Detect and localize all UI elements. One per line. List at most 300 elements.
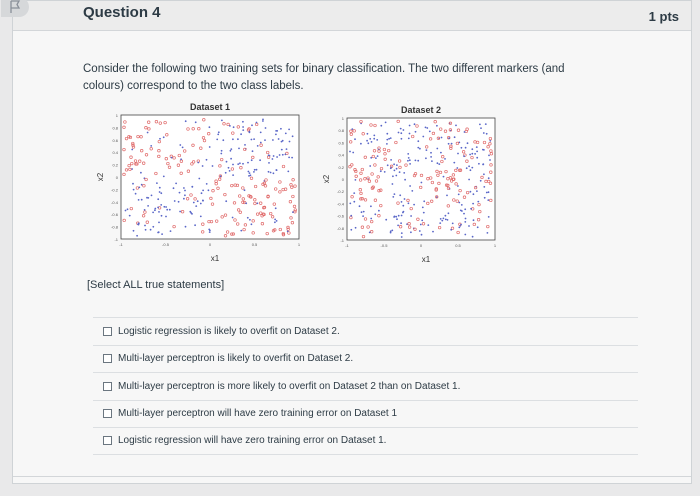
data-point xyxy=(378,210,380,212)
flag-icon xyxy=(9,0,21,14)
y-tick-label: 0.8 xyxy=(338,128,344,134)
data-point xyxy=(138,199,140,201)
data-point xyxy=(141,199,143,201)
data-point xyxy=(232,174,234,176)
data-point xyxy=(401,232,403,234)
data-point xyxy=(159,187,161,189)
data-point xyxy=(471,148,473,150)
data-point xyxy=(417,140,419,142)
data-point xyxy=(286,148,288,150)
data-point xyxy=(392,196,394,198)
data-point xyxy=(208,189,210,191)
checkbox[interactable] xyxy=(103,409,112,418)
data-point xyxy=(386,139,388,141)
data-point xyxy=(254,169,256,171)
data-point xyxy=(477,226,479,228)
data-point xyxy=(260,132,262,134)
data-point xyxy=(409,163,411,165)
data-point xyxy=(398,132,400,134)
data-point xyxy=(437,162,439,164)
data-point xyxy=(408,138,410,140)
data-point xyxy=(360,143,362,145)
data-point xyxy=(395,216,397,218)
data-point xyxy=(370,218,372,220)
data-point xyxy=(247,162,249,164)
data-point xyxy=(226,161,228,163)
checkbox[interactable] xyxy=(103,382,112,391)
data-point xyxy=(275,207,277,209)
data-point xyxy=(240,133,242,135)
data-point xyxy=(273,155,275,157)
data-point xyxy=(209,126,211,128)
data-point xyxy=(158,222,160,224)
data-point xyxy=(280,128,282,130)
answer-option[interactable] xyxy=(93,345,638,373)
data-point xyxy=(160,204,162,206)
data-point xyxy=(279,154,281,156)
answer-label: Multi-layer perceptron will have zero training error on Dataset 1 xyxy=(118,408,398,420)
data-point xyxy=(242,121,244,123)
data-point xyxy=(485,123,487,125)
flag-question-button[interactable] xyxy=(1,0,29,17)
x-tick-label: 0 xyxy=(419,243,423,248)
y-tick-label: 0.8 xyxy=(112,125,118,131)
data-point xyxy=(422,207,424,209)
y-tick-label: 0.2 xyxy=(338,164,344,170)
data-point xyxy=(353,192,355,194)
data-point xyxy=(194,224,196,226)
data-point xyxy=(252,150,254,152)
data-point xyxy=(220,175,222,177)
y-tick-label: 0 xyxy=(115,175,118,180)
data-point xyxy=(401,215,403,217)
data-point xyxy=(390,137,392,139)
data-point xyxy=(464,131,466,133)
x-tick-label: -1 xyxy=(119,242,123,247)
answer-label: Multi-layer perceptron is more likely to overfit on Dataset 2 than on Dataset 1. xyxy=(118,380,461,392)
plot-title: Dataset 1 xyxy=(189,102,231,112)
data-point xyxy=(394,170,396,172)
data-point xyxy=(409,133,411,135)
data-point xyxy=(440,152,442,154)
data-point xyxy=(182,147,184,149)
data-point xyxy=(129,215,131,217)
data-point xyxy=(209,231,211,233)
data-point xyxy=(369,138,371,140)
data-point xyxy=(464,234,466,236)
data-point xyxy=(429,131,431,133)
y-tick-label: 0.4 xyxy=(112,150,118,156)
data-point xyxy=(272,139,274,141)
data-point xyxy=(394,216,396,218)
data-point xyxy=(145,229,147,231)
data-point xyxy=(413,204,415,206)
data-point xyxy=(132,183,134,185)
data-point xyxy=(482,163,484,165)
data-point xyxy=(397,225,399,227)
data-point xyxy=(180,158,182,160)
data-point xyxy=(443,218,445,220)
data-point xyxy=(451,143,453,145)
data-point xyxy=(184,194,186,196)
data-point xyxy=(441,220,443,222)
data-point xyxy=(276,220,278,222)
data-point xyxy=(159,138,161,140)
data-point xyxy=(209,146,211,148)
x-tick-label: 0 xyxy=(208,242,212,247)
data-point xyxy=(487,199,489,201)
data-point xyxy=(278,138,280,140)
data-point xyxy=(352,152,354,154)
x-axis-label: x1 xyxy=(210,254,220,263)
data-point xyxy=(217,134,219,136)
data-point xyxy=(200,203,202,205)
data-point xyxy=(237,163,239,165)
data-point xyxy=(239,162,241,164)
data-point xyxy=(154,208,156,210)
data-point xyxy=(466,167,468,169)
data-point xyxy=(367,133,369,135)
data-point xyxy=(420,224,422,226)
data-point xyxy=(233,126,235,128)
data-point xyxy=(473,219,475,221)
data-point xyxy=(407,153,409,155)
data-point xyxy=(131,149,133,151)
data-point xyxy=(257,145,259,147)
data-point xyxy=(473,193,475,195)
data-point xyxy=(274,221,276,223)
data-point xyxy=(221,120,223,122)
data-point xyxy=(448,212,450,214)
data-point xyxy=(415,131,417,133)
data-point xyxy=(225,172,227,174)
answer-option[interactable] xyxy=(93,372,638,400)
data-point xyxy=(206,159,208,161)
data-point xyxy=(444,158,446,160)
data-point xyxy=(256,169,258,171)
data-point xyxy=(249,219,251,221)
data-point xyxy=(468,179,470,181)
data-point xyxy=(146,197,148,199)
data-point xyxy=(197,162,199,164)
data-point xyxy=(483,173,485,175)
y-tick-label: -0.6 xyxy=(111,212,118,218)
data-point xyxy=(230,158,232,160)
data-point xyxy=(133,230,135,232)
data-point xyxy=(480,180,482,182)
data-point xyxy=(249,131,251,133)
data-point xyxy=(387,164,389,166)
data-point xyxy=(408,157,410,159)
data-point xyxy=(127,208,129,210)
data-point xyxy=(452,223,454,225)
data-point xyxy=(417,160,419,162)
data-point xyxy=(288,157,290,159)
data-point xyxy=(355,179,357,181)
y-tick-label: 1 xyxy=(115,113,118,118)
answer-label: Logistic regression will have zero training error on Dataset 1. xyxy=(118,435,387,447)
data-point xyxy=(151,195,153,197)
data-point xyxy=(488,191,490,193)
data-point xyxy=(465,147,467,149)
data-point xyxy=(464,208,466,210)
data-point xyxy=(411,190,413,192)
data-point xyxy=(430,152,432,154)
data-point xyxy=(183,187,185,189)
y-tick-label: 0.6 xyxy=(112,137,118,143)
data-point xyxy=(385,122,387,124)
data-point xyxy=(161,233,163,235)
data-point xyxy=(431,160,433,162)
data-point xyxy=(403,172,405,174)
data-point xyxy=(273,172,275,174)
data-point xyxy=(458,227,460,229)
data-point xyxy=(453,162,455,164)
data-point xyxy=(185,120,187,122)
data-point xyxy=(175,183,177,185)
data-point xyxy=(439,222,441,224)
question-prompt: Consider the following two training sets for binary classification. The two different markers (and colours) correspond to the two class labels. xyxy=(83,63,565,92)
data-point xyxy=(229,170,231,172)
data-point xyxy=(171,157,173,159)
data-point xyxy=(179,211,181,213)
data-point xyxy=(396,164,398,166)
data-point xyxy=(465,218,467,220)
data-point xyxy=(198,178,200,180)
data-point xyxy=(399,194,401,196)
data-point xyxy=(390,167,392,169)
data-point xyxy=(276,130,278,132)
data-point xyxy=(232,217,234,219)
data-point xyxy=(457,153,459,155)
data-point xyxy=(133,189,135,191)
data-point xyxy=(480,127,482,129)
answer-option[interactable] xyxy=(93,427,638,455)
question-header xyxy=(13,1,691,31)
y-axis-label: x2 xyxy=(322,174,331,184)
data-point xyxy=(238,148,240,150)
data-point xyxy=(201,192,203,194)
data-point xyxy=(408,202,410,204)
data-point xyxy=(479,124,481,126)
dataset-1-plot xyxy=(93,99,313,274)
data-point xyxy=(461,204,463,206)
data-point xyxy=(150,229,152,231)
data-point xyxy=(472,203,474,205)
data-point xyxy=(189,211,191,213)
y-tick-label: -0.4 xyxy=(337,201,344,207)
data-point xyxy=(256,122,258,124)
data-point xyxy=(369,165,371,167)
data-point xyxy=(373,138,375,140)
data-point xyxy=(415,160,417,162)
y-tick-label: -0.8 xyxy=(111,224,118,230)
data-point xyxy=(287,231,289,233)
data-point xyxy=(463,155,465,157)
data-point xyxy=(486,133,488,135)
data-point xyxy=(212,165,214,167)
data-point xyxy=(349,151,351,153)
data-point xyxy=(488,216,490,218)
data-point xyxy=(230,148,232,150)
data-point xyxy=(404,179,406,181)
data-point xyxy=(458,202,460,204)
data-point xyxy=(470,191,472,193)
data-point xyxy=(354,138,356,140)
checkbox[interactable] xyxy=(103,327,112,336)
data-point xyxy=(197,200,199,202)
y-tick-label: -1 xyxy=(114,237,118,242)
data-point xyxy=(163,136,165,138)
checkbox[interactable] xyxy=(103,436,112,445)
y-tick-label: 0.6 xyxy=(338,140,344,146)
data-point xyxy=(457,185,459,187)
data-point xyxy=(195,121,197,123)
question-card xyxy=(12,0,692,484)
data-point xyxy=(242,129,244,131)
data-point xyxy=(161,215,163,217)
data-point xyxy=(394,193,396,195)
data-point xyxy=(232,164,234,166)
data-point xyxy=(448,137,450,139)
data-point xyxy=(425,157,427,159)
data-point xyxy=(393,163,395,165)
data-point xyxy=(374,213,376,215)
question-points: 1 pts xyxy=(648,9,679,24)
y-tick-label: 0.4 xyxy=(338,152,344,158)
data-point xyxy=(353,201,355,203)
data-point xyxy=(436,125,438,127)
data-point xyxy=(351,128,353,130)
data-point xyxy=(232,138,234,140)
data-point xyxy=(421,234,423,236)
answer-label: Logistic regression is likely to overfit on Dataset 2. xyxy=(118,325,340,337)
data-point xyxy=(458,194,460,196)
answer-option[interactable] xyxy=(93,317,638,345)
data-point xyxy=(218,131,220,133)
data-point xyxy=(410,231,412,233)
data-point xyxy=(152,226,154,228)
data-point xyxy=(242,163,244,165)
x-tick-label: 0.5 xyxy=(251,242,258,247)
data-point xyxy=(432,231,434,233)
data-point xyxy=(274,219,276,221)
data-point xyxy=(240,230,242,232)
data-point xyxy=(438,163,440,165)
data-point xyxy=(248,171,250,173)
data-point xyxy=(355,227,357,229)
data-point xyxy=(409,159,411,161)
data-point xyxy=(160,192,162,194)
data-point xyxy=(421,182,423,184)
x-tick-label: -0.5 xyxy=(162,242,169,247)
data-point xyxy=(419,148,421,150)
data-point xyxy=(183,198,185,200)
data-point xyxy=(251,139,253,141)
data-point xyxy=(401,201,403,203)
data-point xyxy=(423,200,425,202)
data-point xyxy=(401,138,403,140)
data-point xyxy=(487,232,489,234)
data-point xyxy=(371,141,373,143)
data-point xyxy=(367,142,369,144)
data-point xyxy=(476,151,478,153)
data-point xyxy=(488,155,490,157)
data-point xyxy=(436,148,438,150)
data-point xyxy=(251,223,253,225)
select-all-instruction: [Select ALL true statements] xyxy=(87,279,225,291)
data-point xyxy=(386,143,388,145)
data-point xyxy=(253,171,255,173)
data-point xyxy=(422,136,424,138)
data-point xyxy=(125,210,127,212)
data-point xyxy=(253,138,255,140)
data-point xyxy=(476,157,478,159)
y-tick-label: -0.6 xyxy=(337,213,344,219)
data-point xyxy=(169,209,171,211)
data-point xyxy=(400,132,402,134)
data-point xyxy=(476,190,478,192)
data-point xyxy=(430,156,432,158)
data-point xyxy=(373,135,375,137)
data-point xyxy=(471,153,473,155)
data-point xyxy=(398,215,400,217)
data-point xyxy=(185,226,187,228)
data-point xyxy=(251,159,253,161)
x-tick-label: -1 xyxy=(345,243,349,248)
data-point xyxy=(380,170,382,172)
data-point xyxy=(229,125,231,127)
data-point xyxy=(488,177,490,179)
data-point xyxy=(179,144,181,146)
data-point xyxy=(262,120,264,122)
question-title: Question 4 xyxy=(83,4,161,21)
data-point xyxy=(152,212,154,214)
data-point xyxy=(242,126,244,128)
data-point xyxy=(440,218,442,220)
plot-title: Dataset 2 xyxy=(400,105,442,115)
data-point xyxy=(370,205,372,207)
data-point xyxy=(455,125,457,127)
data-point xyxy=(144,225,146,227)
divider xyxy=(13,476,691,477)
data-point xyxy=(281,149,283,151)
data-point xyxy=(165,206,167,208)
data-point xyxy=(483,186,485,188)
data-point xyxy=(470,169,472,171)
data-point xyxy=(249,172,251,174)
data-point xyxy=(228,167,230,169)
data-point xyxy=(179,192,181,194)
data-point xyxy=(237,138,239,140)
data-point xyxy=(222,139,224,141)
data-point xyxy=(202,190,204,192)
answer-option[interactable] xyxy=(93,400,638,428)
data-point xyxy=(425,127,427,129)
data-point xyxy=(443,176,445,178)
data-point xyxy=(138,224,140,226)
data-point xyxy=(407,160,409,162)
checkbox[interactable] xyxy=(103,354,112,363)
data-point xyxy=(247,217,249,219)
x-axis-label: x1 xyxy=(421,255,431,264)
data-point xyxy=(363,211,365,213)
data-point xyxy=(472,236,474,238)
data-point xyxy=(191,186,193,188)
y-tick-label: 0.2 xyxy=(112,162,118,168)
data-point xyxy=(165,216,167,218)
data-point xyxy=(184,190,186,192)
